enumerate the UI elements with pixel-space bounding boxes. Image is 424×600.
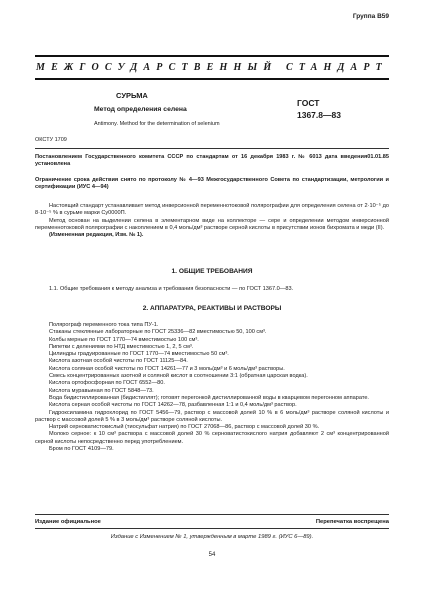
document-title: СУРЬМА	[116, 91, 148, 100]
method-title: Метод определения селена	[94, 106, 187, 113]
section-2-heading: 2. АППАРАТУРА, РЕАКТИВЫ И РАСТВОРЫ	[142, 305, 282, 312]
intro-amendment: (Измененная редакция, Изм. № 1).	[49, 232, 144, 239]
intro-scope: Настоящий стандарт устанавливает метод инверсионной переменнотоковой полярографии для определения селена от 2·10⁻⁵ до 8·10⁻⁵ % в сурьме марки Су0000П.	[35, 203, 389, 217]
introduction	[35, 203, 389, 239]
footer-rule	[35, 514, 389, 515]
reprint-prohibited: Перепечатка воспрещена	[315, 519, 389, 525]
decree-text: Постановлением Государственного комитета СССР по стандартам от 16 декабря 1983 г. № 6013 дата введения установлена	[35, 154, 368, 168]
intro-principle: Метод основан на выделении селена в элементарном виде на коллекторе — сере и определении методом инверсионной переменнотоковой полярографии с накоплением в 0,4 моль/дм³ растворе серной кислоты в присутствии ионов бихромата и меди (II).	[35, 217, 389, 231]
list-item: Молоко серное: к 10 см³ раствора с массовой долей 30 % серноватистокислого натрия добавляют 2 см³ концентрированной серной кислоты непосредственно перед употреблением.	[35, 431, 389, 445]
list-item: Полярограф переменного тока типа ПУ-1.	[49, 322, 159, 328]
group-code: Группа В59	[352, 13, 389, 20]
decree-block	[35, 154, 389, 169]
title-rule	[35, 78, 389, 80]
gost-number: 1367.8—83	[297, 110, 341, 120]
list-item: Цилиндры градуированные по ГОСТ 1770—74 вместимостью 50 см³.	[49, 351, 229, 358]
gost-label: ГОСТ	[297, 98, 320, 108]
list-item: Натрий серноватистокислый (тиосульфат натрия) по ГОСТ 27068—86, раствор с массовой долей 30 %.	[49, 424, 320, 431]
official-edition: Издание официальное	[35, 519, 101, 525]
list-item: Кислота азотная особой чистоты по ГОСТ 11125—84.	[49, 358, 188, 365]
list-item: Гидроксиламина гидрохлорид по ГОСТ 5456—79, раствор с массовой долей 10 % в 6 моль/дм³ растворе соляной кислоты и раствор с массовой долей 5 % в 3 моль/дм³ растворе соляной кислоты.	[35, 409, 389, 423]
list-item: Бром по ГОСТ 4109—79.	[49, 446, 114, 453]
edition-note: Издание с Изменением № 1, утвержденным в марте 1989 г. (ИУС 6—89).	[110, 534, 314, 540]
top-rule	[35, 55, 389, 57]
list-item: Кислота соляная особой чистоты по ГОСТ 14261—77 и 3 моль/дм³ и 6 моль/дм³ растворы.	[49, 365, 285, 372]
limitation-note: Ограничение срока действия снято по протоколу № 4—93 Межгосударственного Совета по стандартизации, метрологии и сертификации (ИУС 4—94)	[35, 177, 389, 191]
list-item: Пипетки с делениями по НТД вместимостью 1, 2, 5 см³.	[49, 343, 194, 350]
footer-rule-2	[35, 528, 389, 529]
standard-title: МЕЖГОСУДАРСТВЕННЫЙ СТАНДАРТ	[36, 62, 388, 73]
section-1-heading: 1. ОБЩИЕ ТРЕБОВАНИЯ	[171, 268, 253, 275]
equipment-list	[35, 322, 389, 453]
introduction-date: 01.01.85	[367, 154, 389, 160]
page-number: 54	[208, 552, 216, 558]
section-1-body	[35, 286, 389, 293]
decree-rule	[35, 148, 389, 149]
list-item: Смесь концентрированных азотной и соляной кислот в соотношении 3:1 (обратная царская водка).	[49, 373, 308, 380]
list-item: Колбы мерные по ГОСТ 1770—74 вместимостью 100 см³.	[49, 336, 199, 343]
list-item: Кислота муравьиная по ГОСТ 5848—73.	[49, 387, 154, 394]
list-item: Вода бидистиллированная (бидистиллят); готовят перегонкой дистиллированной воды в кварцевом перегонном аппарате.	[49, 394, 369, 401]
list-item: Кислота серная особой чистоты по ГОСТ 14262—78, разбавленная 1:1 и 0,4 моль/дм³ раствор.	[49, 402, 297, 409]
list-item: Стаканы стеклянные лабораторные по ГОСТ 25336—82 вместимостью 50, 100 см³.	[49, 329, 267, 336]
okstu-code: ОКСТУ 1709	[35, 137, 67, 143]
list-item: Кислота ортофосфорная по ГОСТ 6552—80.	[49, 380, 165, 387]
english-title: Antimony. Method for the determination of selenium	[94, 121, 220, 127]
clause-1-1: 1.1. Общие требования к методу анализа и требования безопасности — по ГОСТ 1367.0—83.	[49, 286, 294, 292]
